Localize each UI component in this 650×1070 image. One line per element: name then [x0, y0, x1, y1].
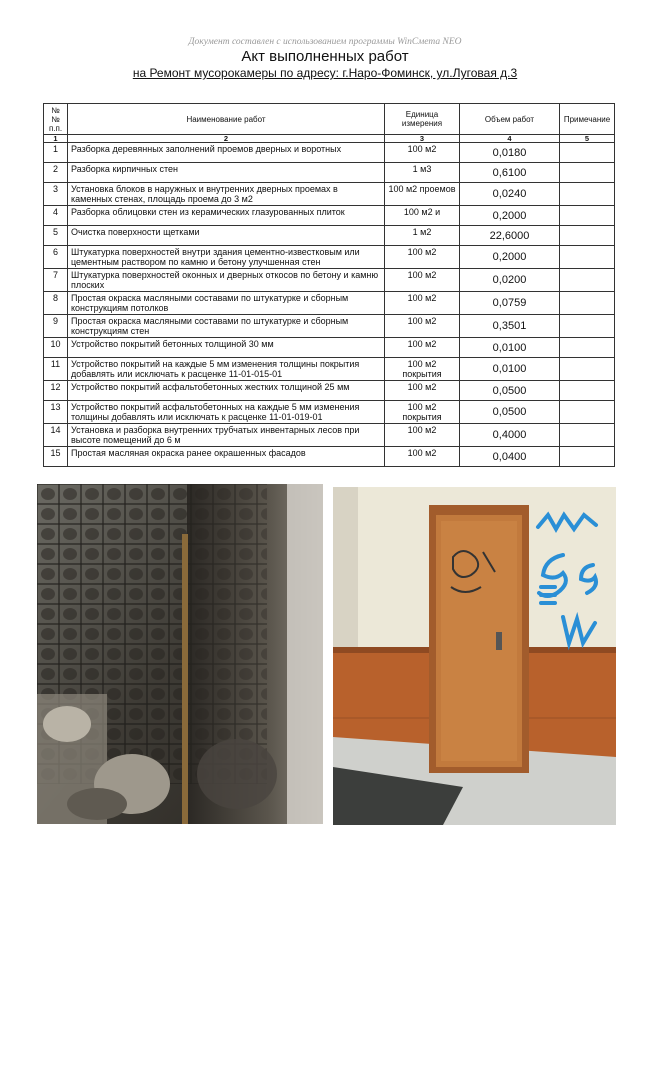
table-row	[44, 338, 615, 358]
column-header-unit: Единица измерения	[385, 104, 460, 135]
unit-cell: 100 м2 и	[385, 206, 460, 226]
work-name: Устройство покрытий асфальтобетонных жестких толщиной 25 мм	[68, 381, 385, 401]
row-number: 8	[44, 292, 68, 315]
quantity-cell: 0,0500	[460, 401, 560, 424]
table-row	[44, 358, 615, 381]
column-index: 3	[385, 135, 460, 143]
quantity-cell: 0,0759	[460, 292, 560, 315]
document-subtitle: на Ремонт мусорокамеры по адресу: г.Наро-Фоминск, ул.Луговая д.3	[132, 66, 518, 80]
work-name: Разборка кирпичных стен	[68, 163, 385, 183]
row-number: 1	[44, 143, 68, 163]
column-index: 4	[460, 135, 560, 143]
work-name: Простая окраска масляными составами по штукатурке и сборным конструкциям стен	[68, 315, 385, 338]
table-row	[44, 381, 615, 401]
row-number: 3	[44, 183, 68, 206]
column-index: 5	[560, 135, 615, 143]
note-cell	[560, 226, 615, 246]
column-index-row	[44, 135, 615, 143]
note-cell	[560, 381, 615, 401]
work-name: Установка и разборка внутренних трубчатых инвентарных лесов при высоте помещений до 6 м	[68, 424, 385, 447]
note-cell	[560, 269, 615, 292]
work-name: Устройство покрытий на каждые 5 мм изменения толщины покрытия добавлять или исключать к расценке 11-01-015-01	[68, 358, 385, 381]
row-number: 12	[44, 381, 68, 401]
unit-cell: 100 м2	[385, 292, 460, 315]
work-name: Простая масляная окраска ранее окрашенных фасадов	[68, 447, 385, 467]
note-cell	[560, 447, 615, 467]
table-row	[44, 143, 615, 163]
quantity-cell: 22,6000	[460, 226, 560, 246]
table-row	[44, 424, 615, 447]
quantity-cell: 0,6100	[460, 163, 560, 183]
note-cell	[560, 424, 615, 447]
table-body	[44, 143, 615, 467]
quantity-cell: 0,0400	[460, 447, 560, 467]
column-index: 2	[68, 135, 385, 143]
table-header-row	[44, 104, 615, 135]
note-cell	[560, 338, 615, 358]
column-header-note: Примечание	[560, 104, 615, 135]
row-number: 4	[44, 206, 68, 226]
quantity-cell: 0,3501	[460, 315, 560, 338]
column-header-number: №№ п.п.	[44, 104, 68, 135]
unit-cell: 1 м2	[385, 226, 460, 246]
row-number: 10	[44, 338, 68, 358]
note-cell	[560, 401, 615, 424]
note-cell	[560, 143, 615, 163]
works-table	[43, 103, 615, 467]
garbage-chamber-photo	[37, 484, 323, 824]
row-number: 13	[44, 401, 68, 424]
note-cell	[560, 183, 615, 206]
note-cell	[560, 246, 615, 269]
row-number: 5	[44, 226, 68, 246]
quantity-cell: 0,2000	[460, 246, 560, 269]
unit-cell: 100 м2	[385, 143, 460, 163]
note-cell	[560, 315, 615, 338]
table-row	[44, 226, 615, 246]
table-row	[44, 269, 615, 292]
unit-cell: 100 м2	[385, 424, 460, 447]
note-cell	[560, 206, 615, 226]
quantity-cell: 0,2000	[460, 206, 560, 226]
unit-cell: 100 м2 проемов	[385, 183, 460, 206]
work-name: Устройство покрытий асфальтобетонных на каждые 5 мм изменения толщины добавлять или исключать к расценке 11-01-019-01	[68, 401, 385, 424]
quantity-cell: 0,0240	[460, 183, 560, 206]
table-row	[44, 163, 615, 183]
unit-cell: 100 м2	[385, 381, 460, 401]
quantity-cell: 0,0100	[460, 358, 560, 381]
work-name: Штукатурка поверхностей оконных и дверных откосов по бетону и камню плоских	[68, 269, 385, 292]
quantity-cell: 0,0100	[460, 338, 560, 358]
work-name: Разборка деревянных заполнений проемов дверных и воротных	[68, 143, 385, 163]
unit-cell: 100 м2 покрытия	[385, 358, 460, 381]
quantity-cell: 0,0500	[460, 381, 560, 401]
column-index: 1	[44, 135, 68, 143]
table-row	[44, 315, 615, 338]
door-with-graffiti-photo	[333, 487, 616, 825]
note-cell	[560, 163, 615, 183]
note-cell	[560, 358, 615, 381]
work-name: Простая окраска масляными составами по штукатурке и сборным конструкциям потолков	[68, 292, 385, 315]
column-header-quantity: Объем работ	[460, 104, 560, 135]
work-name: Установка блоков в наружных и внутренних дверных проемах в каменных стенах, площадь проема до 3 м2	[68, 183, 385, 206]
quantity-cell: 0,4000	[460, 424, 560, 447]
row-number: 2	[44, 163, 68, 183]
column-header-name: Наименование работ	[68, 104, 385, 135]
unit-cell: 100 м2	[385, 447, 460, 467]
table-row	[44, 206, 615, 226]
table-row	[44, 447, 615, 467]
table-row	[44, 401, 615, 424]
unit-cell: 100 м2	[385, 246, 460, 269]
unit-cell: 100 м2 покрытия	[385, 401, 460, 424]
row-number: 15	[44, 447, 68, 467]
note-cell	[560, 292, 615, 315]
work-name: Штукатурка поверхностей внутри здания цементно-известковым или цементным раствором по камню и бетону улучшенная стен	[68, 246, 385, 269]
unit-cell: 100 м2	[385, 338, 460, 358]
work-name: Устройство покрытий бетонных толщиной 30 мм	[68, 338, 385, 358]
row-number: 7	[44, 269, 68, 292]
row-number: 11	[44, 358, 68, 381]
unit-cell: 1 м3	[385, 163, 460, 183]
unit-cell: 100 м2	[385, 269, 460, 292]
quantity-cell: 0,0180	[460, 143, 560, 163]
work-name: Разборка облицовки стен из керамических глазурованных плиток	[68, 206, 385, 226]
row-number: 6	[44, 246, 68, 269]
document-title: Акт выполненных работ	[241, 48, 409, 65]
quantity-cell: 0,0200	[460, 269, 560, 292]
row-number: 14	[44, 424, 68, 447]
table-row	[44, 292, 615, 315]
row-number: 9	[44, 315, 68, 338]
table-row	[44, 246, 615, 269]
watermark-text: Документ составлен с использованием программы WinСмета NEO	[188, 37, 462, 47]
work-name: Очистка поверхности щетками	[68, 226, 385, 246]
table-row	[44, 183, 615, 206]
unit-cell: 100 м2	[385, 315, 460, 338]
